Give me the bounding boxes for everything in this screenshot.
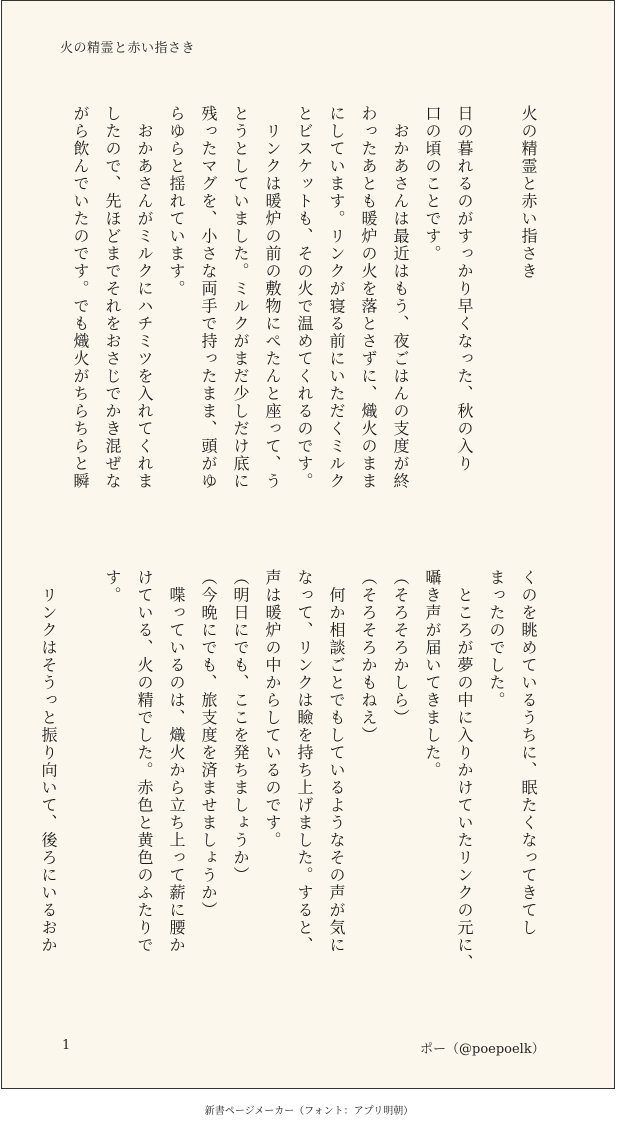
generator-credit: 新書ページメーカー（フォント：アプリ明朝） <box>204 1106 414 1117</box>
vertical-text-block-lower: くのを眺めているうちに、眠たくなってきてし まったのでした。 ところが夢の中に入りかけていたリンクの元に、 囁き声が届いてきました。 （そろそろかしら） （そろそろかもねえ） 何か相談ごとでもしているようなその声が気に なって、リンクは瞼を持ち上げました。すると、 声は暖炉の中からしているのです。 （明日にでも、ここを発ちましょうか） （今晩にでも、旅支度を済ませましょうか） 喋っているのは、熾火から立ち上って薪に腰か けている、火の精でした。赤色と黄色のふたりで す。 リンクはそうっと振り向いて、後ろにいるおか <box>39 569 538 972</box>
author-credit: ポー（@poepoelk） <box>420 1042 545 1057</box>
vertical-text-block-upper: 火の精霊と赤い指さき 日の暮れるのがすっかり早くなった、秋の入り 口の頃のことです。 おかあさんは最近はもう、夜ごはんの支度が終 わったあとも暖炉の火を落とさずに、熾火のまま にしています。リンクが寝る前にいただくミルク とビスケットも、その火で温めてくれるのです。 リンクは暖炉の前の敷物にぺたんと座って、う とうとしていました。ミルクがまだ少しだけ底に 残ったマグを、小さな両手で持ったまま、頭がゆ らゆらと揺れています。 おかあさんがミルクにハチミツを入れてくれま したので、先ほどまでそれをおさじでかき混ぜな がら飲んでいたのです。でも熾火がちらちらと瞬 <box>71 105 538 490</box>
page-number: 1 <box>62 1038 71 1053</box>
book-page <box>1 0 615 1089</box>
page-header-title: 火の精霊と赤い指さき <box>60 41 196 56</box>
